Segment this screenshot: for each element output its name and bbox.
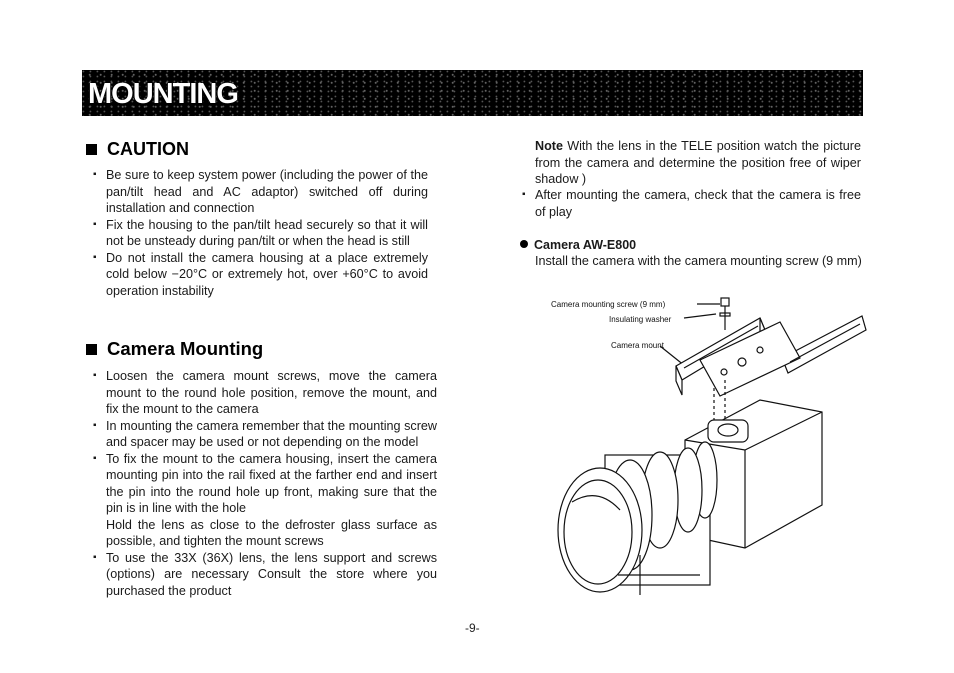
caution-item: ▪ Fix the housing to the pan/tilt head securely so that it will not be unsteady during pan/tilt or when the head is still bbox=[93, 217, 428, 248]
screw-icon bbox=[720, 298, 730, 330]
right-item: ▪ After mounting the camera, check that the camera is free of play bbox=[522, 188, 861, 219]
lens-icon bbox=[558, 442, 717, 595]
caution-item: ▪ Be sure to keep system power (including the power of the pan/tilt head and AC adaptor) switched off during installation and connection bbox=[93, 168, 428, 215]
caution-item: ▪ Do not install the camera housing at a place extremely cold below −20°C or extremely hot, over +60°C to avoid operation instability bbox=[93, 250, 428, 298]
bullet-icon: ▪ bbox=[522, 189, 526, 200]
section-banner bbox=[82, 70, 863, 116]
leader-line-mount bbox=[660, 346, 690, 370]
section-title: MOUNTING bbox=[88, 78, 238, 110]
mounting-step: ▪ To fix the mount to the camera housing, insert the camera mounting pin into the rail fixed at the farther end and insert the pin into the round hole up front, making sure that the pin is in line with the hole Hold the lens as close to the defroster glass surface as possible, and tighten the mount screws bbox=[93, 451, 437, 548]
note-text: With the lens in the TELE position watch the picture from the camera and determine the position free of wiper shadow ) bbox=[535, 139, 861, 186]
callout-washer: Insulating washer bbox=[609, 315, 672, 324]
caution-heading-text: CAUTION bbox=[107, 139, 189, 159]
right-list bbox=[522, 187, 861, 220]
mounting-step: ▪ Loosen the camera mount screws, move the camera mount to the round hole position, remove the mount, and fix the mount to the camera bbox=[93, 369, 437, 416]
callout-screw: Camera mounting screw (9 mm) bbox=[551, 300, 666, 309]
aw-e800-text: Install the camera with the camera mounting screw (9 mm) bbox=[535, 254, 862, 268]
page-number: -9- bbox=[465, 621, 480, 635]
mount-bracket-icon bbox=[676, 316, 866, 396]
leader-line-washer bbox=[684, 314, 716, 318]
bullet-icon: ▪ bbox=[93, 218, 97, 230]
bullet-icon: ▪ bbox=[93, 419, 97, 431]
note-block bbox=[535, 138, 861, 188]
callout-mount: Camera mount bbox=[611, 341, 664, 350]
caution-list bbox=[93, 167, 428, 299]
caution-heading bbox=[86, 139, 189, 160]
camera-body-icon bbox=[685, 400, 822, 548]
camera-mounting-heading bbox=[86, 338, 263, 360]
square-bullet-icon bbox=[86, 144, 97, 155]
mounting-step: ▪ In mounting the camera remember that the mounting screw and spacer may be used or not depending on the model bbox=[93, 418, 437, 449]
round-bullet-icon bbox=[520, 240, 528, 248]
camera-mounting-heading-text: Camera Mounting bbox=[107, 338, 264, 359]
bullet-icon: ▪ bbox=[93, 370, 97, 381]
bullet-icon: ▪ bbox=[93, 452, 97, 464]
bullet-icon: ▪ bbox=[93, 251, 97, 263]
mounting-step: ▪ To use the 33X (36X) lens, the lens support and screws (options) are necessary Consult the store where you purchased the product bbox=[93, 550, 437, 598]
camera-mounting-list bbox=[93, 368, 437, 599]
square-bullet-icon bbox=[86, 344, 97, 355]
bullet-icon: ▪ bbox=[93, 169, 97, 180]
aw-e800-heading: Camera AW-E800 bbox=[520, 237, 636, 254]
note-label: Note bbox=[535, 139, 563, 153]
bullet-icon: ▪ bbox=[93, 551, 97, 563]
